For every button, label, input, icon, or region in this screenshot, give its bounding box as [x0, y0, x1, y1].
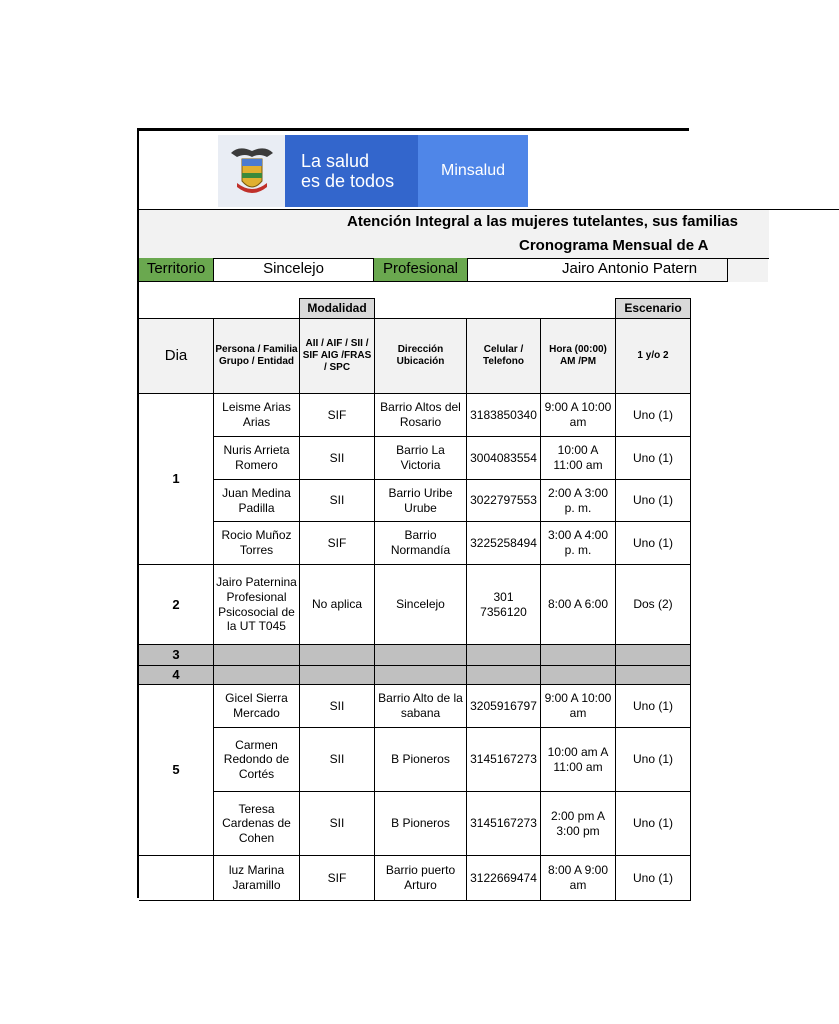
cell-modalidad: SII	[300, 685, 375, 728]
empty-cell	[541, 645, 616, 666]
title-2: Cronograma Mensual de A	[519, 237, 709, 254]
cell-hora: 3:00 A 4:00 p. m.	[541, 522, 616, 565]
title-row-2	[139, 234, 769, 259]
col-escenario: 1 y/o 2	[616, 319, 691, 394]
cell-modalidad: SII	[300, 792, 375, 856]
title-row-1	[139, 210, 769, 235]
col-dia: Dia	[139, 319, 214, 394]
coat-of-arms-icon	[218, 135, 285, 207]
day-cell: 2	[139, 565, 214, 645]
cell-direccion: Barrio Uribe Urube	[375, 480, 467, 522]
cell-hora: 10:00 A 11:00 am	[541, 437, 616, 480]
slogan-line-2: es de todos	[301, 171, 395, 191]
cell-modalidad: SII	[300, 728, 375, 792]
empty-cell	[467, 666, 541, 685]
cell-celular: 301 7356120	[467, 565, 541, 645]
cell-persona: Leisme Arias Arias	[214, 394, 300, 437]
cell-hora: 2:00 A 3:00 p. m.	[541, 480, 616, 522]
cell-escenario: Uno (1)	[616, 856, 691, 901]
cell-escenario: Uno (1)	[616, 394, 691, 437]
col-modalidad: AII / AIF / SII / SIF AIG /FRAS / SPC	[300, 319, 375, 394]
cell-modalidad: SII	[300, 480, 375, 522]
col-celular: Celular / Telefono	[467, 319, 541, 394]
territorio-label: Territorio	[139, 258, 214, 282]
cell-modalidad: No aplica	[300, 565, 375, 645]
cell-modalidad: SIF	[300, 856, 375, 901]
cell-celular: 3022797553	[467, 480, 541, 522]
cell-direccion: Barrio La Victoria	[375, 437, 467, 480]
cell-direccion: Barrio Alto de la sabana	[375, 685, 467, 728]
empty-cell	[616, 666, 691, 685]
day-cell: 3	[139, 645, 214, 666]
empty-cell	[541, 666, 616, 685]
cell-persona: Juan Medina Padilla	[214, 480, 300, 522]
empty-cell	[616, 645, 691, 666]
day-cell	[139, 856, 214, 901]
cell-celular: 3225258494	[467, 522, 541, 565]
cell-escenario: Dos (2)	[616, 565, 691, 645]
brand-block	[418, 135, 528, 207]
minsalud-logo	[218, 135, 528, 207]
empty-cell	[300, 666, 375, 685]
cell-direccion: Barrio puerto Arturo	[375, 856, 467, 901]
cell-hora: 10:00 am A 11:00 am	[541, 728, 616, 792]
cell-escenario: Uno (1)	[616, 728, 691, 792]
cell-celular: 3122669474	[467, 856, 541, 901]
cell-modalidad: SII	[300, 437, 375, 480]
profesional-value: Jairo Antonio Patern	[468, 258, 728, 282]
cell-celular: 3004083554	[467, 437, 541, 480]
cell-modalidad: SIF	[300, 522, 375, 565]
group-modalidad: Modalidad	[299, 298, 375, 319]
cell-direccion: B Pioneros	[375, 792, 467, 856]
empty-cell	[467, 645, 541, 666]
cell-persona: Jairo Paternina Profesional Psicosocial de la UT T045	[214, 565, 300, 645]
day-cell: 1	[139, 394, 214, 565]
cell-celular: 3205916797	[467, 685, 541, 728]
slogan-line-1: La salud	[301, 151, 370, 171]
empty-cell	[300, 645, 375, 666]
cell-modalidad: SIF	[300, 394, 375, 437]
cell-escenario: Uno (1)	[616, 437, 691, 480]
cell-persona: Teresa Cardenas de Cohen	[214, 792, 300, 856]
cell-direccion: Sincelejo	[375, 565, 467, 645]
cell-direccion: Barrio Altos del Rosario	[375, 394, 467, 437]
spacer-row	[139, 282, 839, 298]
cell-persona: luz Marina Jaramillo	[214, 856, 300, 901]
col-hora: Hora (00:00) AM /PM	[541, 319, 616, 394]
cell-escenario: Uno (1)	[616, 480, 691, 522]
day-cell: 5	[139, 685, 214, 856]
cell-persona: Rocio Muñoz Torres	[214, 522, 300, 565]
empty-cell	[375, 666, 467, 685]
cell-escenario: Uno (1)	[616, 685, 691, 728]
cell-direccion: B Pioneros	[375, 728, 467, 792]
cell-direccion: Barrio Normandía	[375, 522, 467, 565]
empty-cell	[214, 645, 300, 666]
cell-celular: 3145167273	[467, 792, 541, 856]
cell-escenario: Uno (1)	[616, 792, 691, 856]
cell-hora: 2:00 pm A 3:00 pm	[541, 792, 616, 856]
cell-persona: Gicel Sierra Mercado	[214, 685, 300, 728]
territorio-value: Sincelejo	[214, 258, 374, 282]
cell-celular: 3183850340	[467, 394, 541, 437]
empty-cell	[375, 645, 467, 666]
cell-escenario: Uno (1)	[616, 522, 691, 565]
cell-persona: Carmen Redondo de Cortés	[214, 728, 300, 792]
slogan-block	[285, 135, 418, 207]
cell-persona: Nuris Arrieta Romero	[214, 437, 300, 480]
group-escenario: Escenario	[615, 298, 691, 319]
col-persona: Persona / Familia Grupo / Entidad	[214, 319, 300, 394]
title-1: Atención Integral a las mujeres tutelantes, sus familias	[347, 213, 738, 230]
cell-celular: 3145167273	[467, 728, 541, 792]
cell-hora: 8:00 A 9:00 am	[541, 856, 616, 901]
day-cell: 4	[139, 666, 214, 685]
cell-hora: 8:00 A 6:00	[541, 565, 616, 645]
profesional-label: Profesional	[374, 258, 468, 282]
brand-name: Minsalud	[440, 162, 506, 179]
cell-hora: 9:00 A 10:00 am	[541, 394, 616, 437]
empty-cell	[214, 666, 300, 685]
cell-hora: 9:00 A 10:00 am	[541, 685, 616, 728]
col-direccion: Dirección Ubicación	[375, 319, 467, 394]
spreadsheet	[137, 128, 738, 898]
